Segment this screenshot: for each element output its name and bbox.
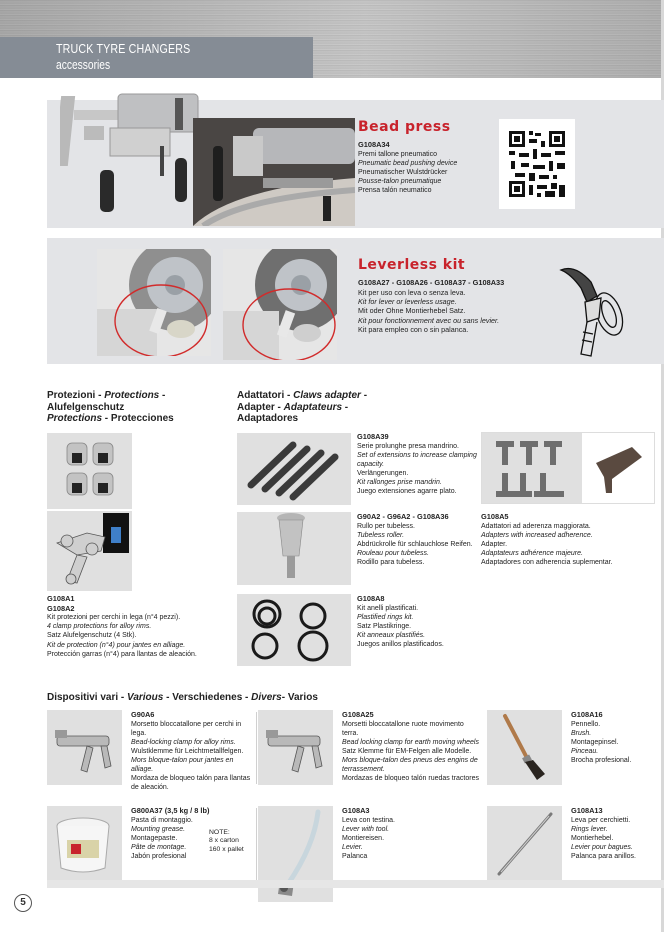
adapters-photo — [481, 432, 655, 504]
page-title: TRUCK TYRE CHANGERS — [56, 41, 191, 56]
leverless-kit-description — [358, 278, 504, 334]
qr-code-icon[interactable] — [499, 119, 575, 209]
desc-en: Kit for lever or leverless usage. — [358, 296, 457, 306]
desc-es: Kit para empleo con o sin palanca. — [358, 325, 469, 335]
bead-press-description — [358, 140, 457, 195]
brush-photo — [487, 710, 562, 785]
leverless-photo-2 — [223, 249, 337, 360]
product-code: G108A34 — [358, 140, 390, 149]
product-code: G108A1 — [47, 594, 75, 603]
extensions-photo — [237, 433, 351, 505]
g108a5-description: G108A5 Adattatori ad aderenza maggiorata. Adapters with increased adherence. Adapter. Adaptateurs adhérence majeure. Adaptadores con adherencia suplementar. — [481, 512, 613, 566]
grease-bucket-photo — [47, 806, 122, 881]
product-code: G108A2 — [47, 603, 75, 613]
protections-heading: Protezioni - Protections - Alufelgenschutz Protections - Protecciones — [47, 390, 174, 424]
leverless-kit-title: Leverless kit — [358, 257, 466, 273]
column-divider — [256, 808, 257, 880]
adapters-heading: Adattatori - Claws adapter - Adapter - Adaptateurs - Adaptadores — [237, 390, 368, 424]
packaging-note: NOTE: 8 x carton 160 x pallet — [209, 829, 244, 853]
bead-press-title: Bead press — [358, 119, 451, 135]
desc-it: Kit per uso con leva o senza leva. — [358, 287, 466, 297]
plastic-rings-description: G108A8 Kit anelli plastificati. Plastified rings kit. Satz Plastikringe. Kit anneaux plastifiés. Juegos anillos plastificados. — [357, 594, 444, 648]
leverless-tool-drawing — [557, 262, 627, 360]
g108a25-photo — [258, 710, 333, 785]
extensions-description: G108A39 Serie prolunghe presa mandrino. Set of extensions to increase clamping capacity. Verlängerungen. Kit rallonges prise mandrin. Juego extensiones agarre plato. — [357, 432, 477, 496]
protections-clamp-photo — [47, 511, 132, 591]
tubeless-roller-description: G90A2 - G96A2 - G108A36 Rullo per tubeless. Tubeless roller. Abdrückrolle für schlauchlose Reifen. Rouleau pour tubeless. Rodillo para tubeless. — [357, 512, 473, 566]
page-number: 5 — [14, 894, 32, 912]
various-heading: Dispositivi vari - Various - Verschiedenes - Divers- Varios — [47, 692, 318, 703]
bead-press-photo — [193, 118, 355, 226]
protections-description: G108A1 G108A2 Kit protezioni per cerchi in lega (n°4 pezzi). 4 clamp protections for alloy rims. Satz Alufelgenschutz (4 Stk). Kit de protection (n°4) pour jantes en alliage. Protección garras (n°4) para llantas de aleación. — [47, 594, 197, 658]
g108a16-description: G108A16 Pennello. Brush. Montagepinsel. Pinceau. Brocha profesional. — [571, 710, 632, 764]
tubeless-roller-photo — [237, 512, 351, 585]
plastic-rings-photo — [237, 594, 351, 666]
desc-es: Prensa talón neumatico — [358, 187, 432, 194]
rings-lever-photo — [487, 806, 562, 881]
desc-fr: Kit pour fonctionnement avec ou sans levier. — [358, 315, 500, 325]
g108a25-description: G108A25 Morsetti bloccatallone ruote movimento terra. Bead locking clamp for earth moving wheels Satz Klemme für EM-Felgen alle Modelle. Mors bloque-talon des pneus des engins de terrassement. Mordazas de bloqueo talón ruedas tractores — [342, 710, 479, 783]
g90a6-description: G90A6 Morsetto bloccatallone per cerchi in lega. Bead-locking clamp for alloy rims. Wulstklemme für Leichtmetallfelgen. Mors bloque-talon pour jantes en alliage. Mordaza de bloqueo talón para llantas de aleación. — [131, 710, 251, 792]
footer-strip — [47, 880, 664, 888]
leverless-photo-1 — [97, 249, 211, 356]
desc-de: Pneumatischer Wulstdrücker — [358, 168, 448, 176]
g108a13-description: G108A13 Leva per cerchietti. Rings lever. Montierhebel. Levier pour bagues. Palanca para anillos. — [571, 806, 636, 860]
desc-en: Pneumatic bead pushing device — [358, 159, 458, 167]
bead-press-tool-image — [60, 88, 210, 218]
g800a37-description: G800A37 (3,5 kg / 8 lb) Pasta di montaggio. Mounting grease. Montagepaste. Pâte de montage. Jabón profesional — [131, 806, 210, 860]
desc-fr: Pousse-talon pneumatique — [358, 177, 442, 185]
page-subtitle: accessories — [56, 58, 111, 72]
g108a3-description: G108A3 Leva con testina. Lever with tool. Montiereisen. Levier. Palanca — [342, 806, 395, 860]
column-divider — [256, 712, 257, 784]
desc-it: Premi tallone pneumatico — [358, 150, 437, 158]
desc-de: Mit oder Ohne Montierhebel Satz. — [358, 306, 466, 316]
product-code: G108A27 - G108A26 - G108A37 - G108A33 — [358, 278, 505, 287]
g90a6-photo — [47, 710, 122, 785]
protections-caps-photo — [47, 433, 132, 509]
